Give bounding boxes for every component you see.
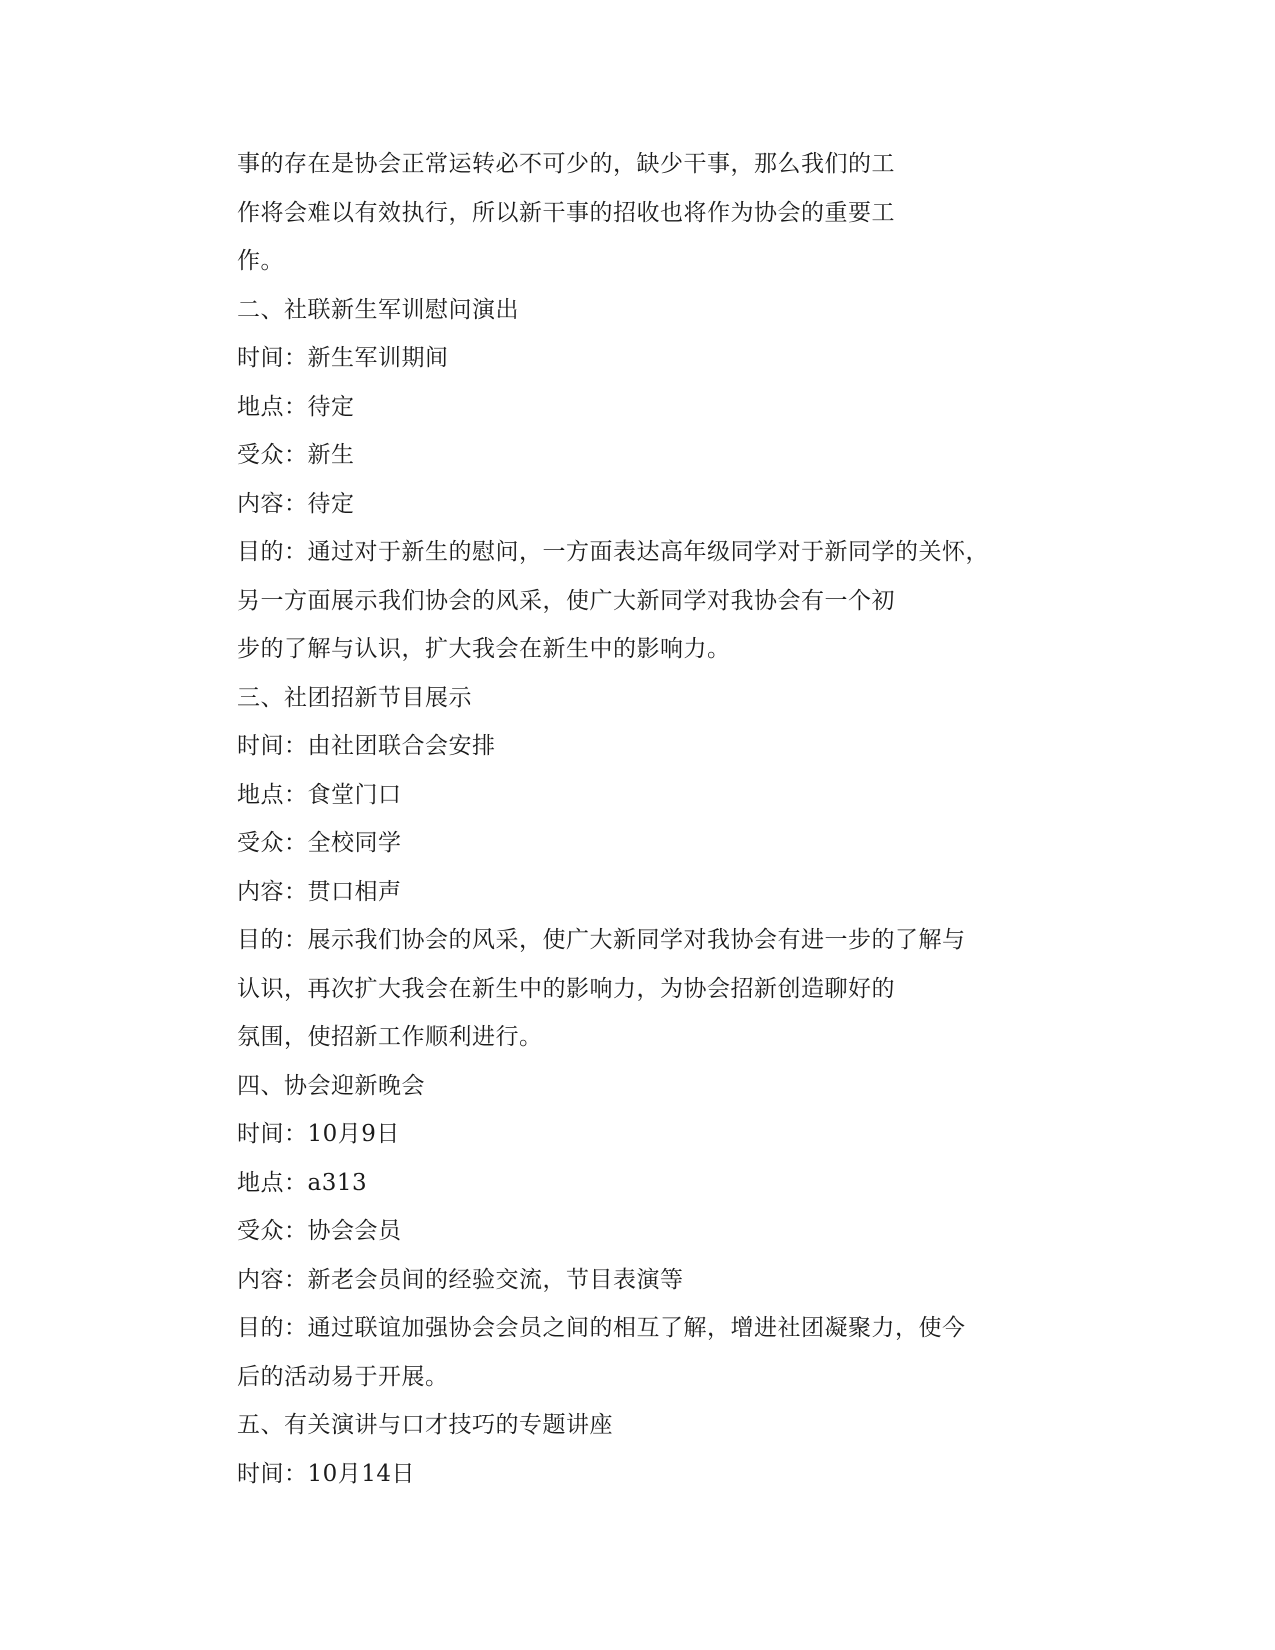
detail-time: 时间：10月9日 [237, 1121, 400, 1147]
detail-time: 时间：新生军训期间 [237, 345, 449, 371]
document-body [237, 140, 1037, 1498]
section-heading: 三、社团招新节目展示 [237, 684, 472, 711]
section-heading: 二、社联新生军训慰问演出 [237, 296, 519, 323]
body-text-line: 作将会难以有效执行，所以新干事的招收也将作为协会的重要工 [237, 199, 895, 226]
body-text-line: 步的了解与认识，扩大我会在新生中的影响力。 [237, 636, 731, 662]
detail-audience: 受众：全校同学 [237, 830, 402, 856]
detail-time: 时间：由社团联合会安排 [237, 733, 496, 759]
detail-content: 内容：新老会员间的经验交流，节目表演等 [237, 1266, 684, 1293]
detail-location: 地点：食堂门口 [237, 781, 402, 808]
detail-content: 内容：贯口相声 [237, 878, 402, 905]
body-text-line: 氛围，使招新工作顺利进行。 [237, 1024, 543, 1050]
section-heading: 四、协会迎新晚会 [237, 1072, 425, 1099]
detail-purpose: 目的：通过联谊加强协会会员之间的相互了解，增进社团凝聚力，使今 [237, 1315, 966, 1341]
detail-purpose: 目的：通过对于新生的慰问，一方面表达高年级同学对于新同学的关怀， [237, 539, 989, 565]
body-text-line: 认识，再次扩大我会在新生中的影响力，为协会招新创造聊好的 [237, 975, 895, 1002]
detail-content: 内容：待定 [237, 490, 355, 517]
body-text-line: 另一方面展示我们协会的风采，使广大新同学对我协会有一个初 [237, 587, 895, 614]
detail-location: 地点：待定 [237, 393, 355, 420]
section-heading: 五、有关演讲与口才技巧的专题讲座 [237, 1412, 613, 1438]
detail-location: 地点：a313 [237, 1169, 368, 1196]
body-text-line: 后的活动易于开展。 [237, 1363, 449, 1390]
detail-purpose: 目的：展示我们协会的风采，使广大新同学对我协会有进一步的了解与 [237, 927, 966, 953]
body-text-line: 作。 [237, 248, 284, 274]
body-text-line: 事的存在是协会正常运转必不可少的，缺少干事，那么我们的工 [237, 151, 895, 177]
detail-audience: 受众：协会会员 [237, 1218, 402, 1244]
detail-audience: 受众：新生 [237, 442, 355, 468]
detail-time: 时间：10月14日 [237, 1460, 416, 1487]
